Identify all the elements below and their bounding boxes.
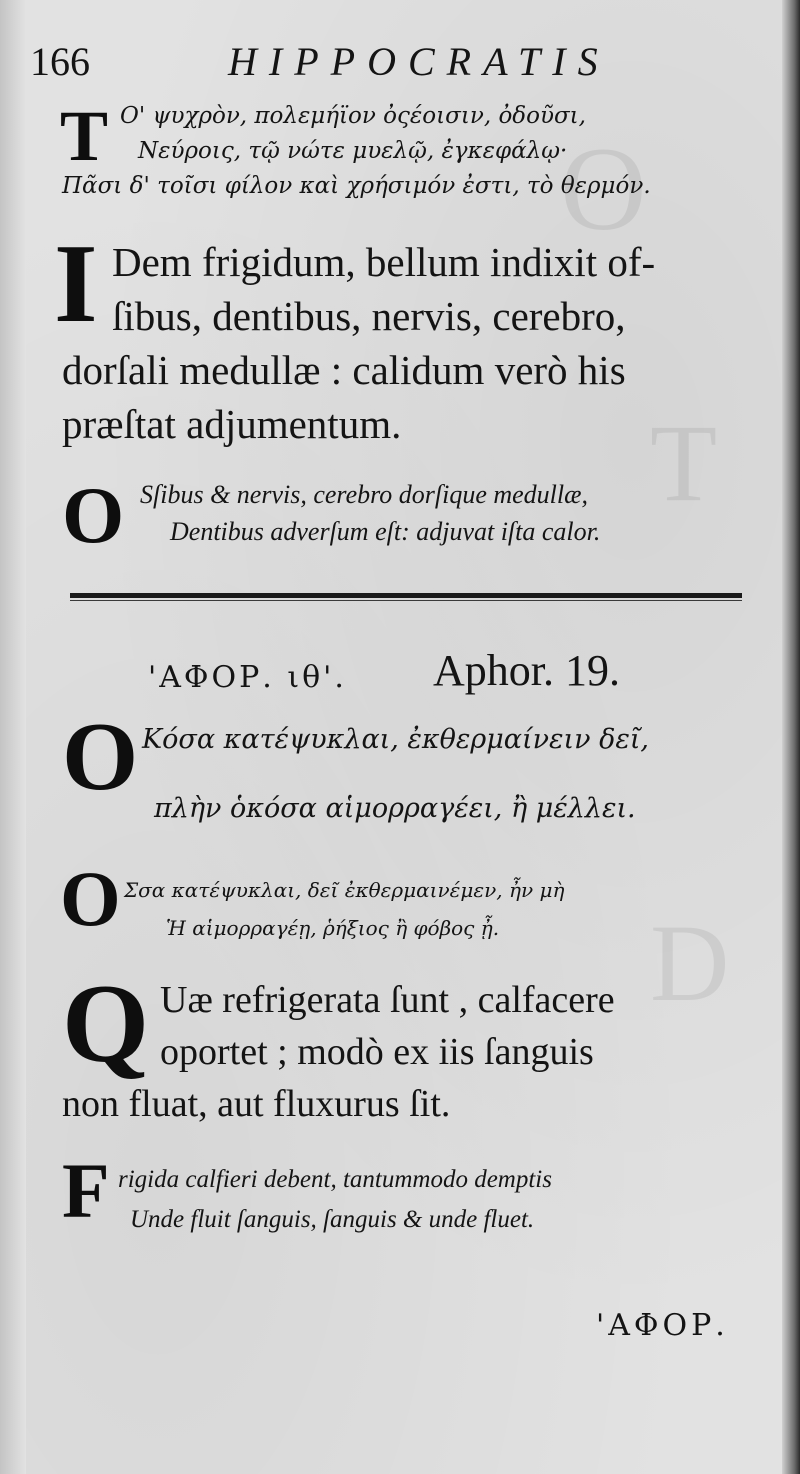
page-number: 166: [30, 39, 90, 84]
greek-heading: 'ΑΦΟΡ. ιθ'.: [148, 660, 347, 695]
latin-line: oportet ; modò ex iis ſanguis: [160, 1031, 594, 1073]
verse-dropcap: O: [62, 472, 125, 560]
greek-dropcap: O: [62, 703, 139, 811]
verse-dropcap: F: [62, 1147, 110, 1234]
running-title: HIPPOCRATIS: [228, 39, 610, 84]
section-divider-hairline: [70, 600, 742, 601]
page-gutter-shadow: [0, 0, 26, 1474]
section-divider: [70, 593, 742, 598]
verse-line: Unde fluit ſanguis, ſanguis & unde fluet.: [130, 1206, 535, 1233]
greek-line: Νεύροις, τῷ νώτε μυελῷ, ἐγκεφάλῳ·: [138, 138, 568, 164]
greek-line: Ο' ψυχρὸν, πολεμήϊον ὀςέοισιν, ὀδοῦσι,: [120, 103, 586, 129]
verse-line: Dentibus adverſum eſt: adjuvat iſta calor.: [170, 517, 601, 546]
greek-verse-line: Ἡ αἱμορραγέῃ, ῥήξιος ἢ φόβος ᾖ.: [166, 916, 500, 940]
latin-line: dorſali medullæ : calidum verò his: [62, 347, 626, 393]
show-through-letter: T: [650, 402, 718, 524]
latin-line: ſibus, dentibus, nervis, cerebro,: [112, 293, 626, 339]
latin-dropcap: Q: [62, 962, 150, 1086]
catchword: 'ΑΦΟΡ.: [596, 1308, 729, 1343]
latin-line: Uæ refrigerata ſunt , calfacere: [160, 979, 615, 1021]
greek-line: Πᾶσι δ' τοῖσι φίλον καὶ χρήσιμόν ἐστι, τὸ θερμόν.: [62, 173, 651, 199]
page-edge-shadow: [782, 0, 800, 1474]
greek-dropcap: T: [60, 96, 109, 176]
greek-line: πλὴν ὁκόσα αἱμορραγέει, ἢ μέλλει.: [154, 793, 636, 824]
show-through-letter: O: [560, 122, 647, 255]
verse-line: rigida calfieri debent, tantummodo demptis: [118, 1166, 552, 1193]
latin-dropcap: I: [54, 222, 98, 346]
greek-line: Κόσα κατέψυκλαι, ἐκθερμαίνειν δεῖ,: [142, 724, 650, 755]
latin-line: Dem frigidum, bellum indixit of-: [112, 239, 656, 285]
show-through-letter: D: [650, 902, 730, 1024]
greek-verse-line: Σσα κατέψυκλαι, δεῖ ἐκθερμαινέμεν, ἦν μὴ: [124, 878, 565, 902]
latin-line: præſtat adjumentum.: [62, 401, 402, 447]
latin-line: non fluat, aut fluxurus ſit.: [62, 1083, 451, 1125]
verse-line: Sſibus & nervis, cerebro dorſique medullæ,: [140, 480, 588, 509]
greek-verse-dropcap: O: [60, 855, 121, 942]
latin-heading: Aphor. 19.: [433, 646, 620, 695]
